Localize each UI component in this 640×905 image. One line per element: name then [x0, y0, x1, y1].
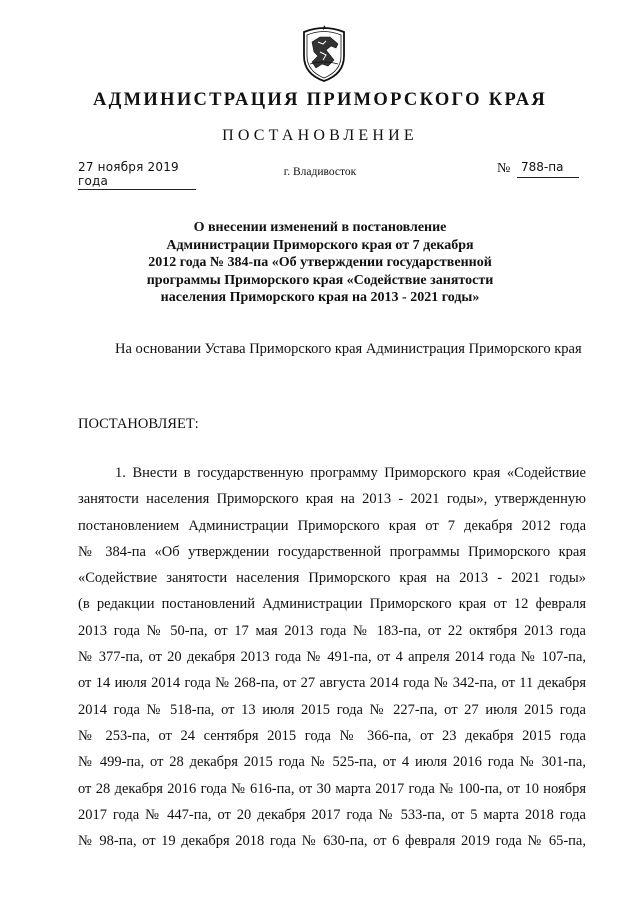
coat-of-arms-emblem — [296, 22, 352, 84]
preamble-paragraph: На основании Устава Приморского края Администрация Приморского края — [115, 341, 582, 357]
title-line: Администрации Приморского края от 7 декабря — [166, 237, 474, 253]
organization-heading: АДМИНИСТРАЦИЯ ПРИМОРСКОГО КРАЯ — [92, 90, 548, 110]
title-line: населения Приморского края на 2013 - 2021 годы» — [160, 290, 480, 306]
paragraph-1 — [78, 460, 586, 854]
paragraph-line: № 98-па, от 19 декабря 2018 года № 630-па, от 6 февраля 2019 года № 65-па, — [78, 833, 586, 850]
paragraph-line: постановлением Администрации Приморского края от 7 декабря 2012 года — [78, 517, 586, 534]
decides-heading: ПОСТАНОВЛЯЕТ: — [78, 416, 199, 432]
document-title — [120, 219, 520, 307]
paragraph-line: № 253-па, от 24 сентября 2015 года № 366-па, от 23 декабря 2015 года — [78, 727, 586, 744]
title-line: 2012 года № 384-па «Об утверждении государственной — [148, 255, 492, 271]
document-type-heading: ПОСТАНОВЛЕНИЕ — [222, 127, 418, 144]
document-date: 27 ноября 2019 года — [78, 160, 196, 190]
paragraph-line: (в редакции постановлений Администрации Приморского края от 12 февраля — [78, 596, 586, 613]
paragraph-line: 2014 года № 518-па, от 13 июля 2015 года № 227-па, от 27 июля 2015 года — [78, 701, 586, 718]
number-value: 788-па — [521, 160, 564, 174]
number-sign: № — [497, 161, 511, 176]
paragraph-line: № 499-па, от 28 декабря 2015 года № 525-па, от 4 июля 2016 года № 301-па, — [78, 754, 586, 771]
title-line: программы Приморского края «Содействие занятости — [146, 272, 494, 288]
paragraph-line: 2017 года № 447-па, от 20 декабря 2017 года № 533-па, от 5 марта 2018 года — [78, 806, 586, 823]
document-number — [497, 160, 579, 178]
paragraph-line: 1. Внести в государственную программу Приморского края «Содействие — [115, 465, 586, 481]
paragraph-line: занятости населения Приморского края на 2013 - 2021 годы», утвержденную — [78, 491, 586, 508]
title-line: О внесении изменений в постановление — [193, 220, 447, 235]
paragraph-line: от 28 декабря 2016 года № 616-па, от 30 марта 2017 года № 100-па, от 10 ноября — [78, 780, 586, 797]
paragraph-line: № 377-па, от 20 декабря 2013 года № 491-па, от 4 апреля 2014 года № 107-па, — [78, 649, 586, 666]
paragraph-line: «Содействие занятости населения Приморского края на 2013 - 2021 годы» — [78, 570, 586, 587]
paragraph-line: № 384-па «Об утверждении государственной программы Приморского края — [78, 543, 586, 560]
paragraph-line: 2013 года № 50-па, от 17 мая 2013 года № 183-па, от 22 октября 2013 года — [78, 622, 586, 639]
document-city: г. Владивосток — [283, 166, 357, 178]
paragraph-line: от 14 июля 2014 года № 268-па, от 27 августа 2014 года № 342-па, от 11 декабря — [78, 675, 586, 692]
number-underline — [517, 177, 579, 178]
